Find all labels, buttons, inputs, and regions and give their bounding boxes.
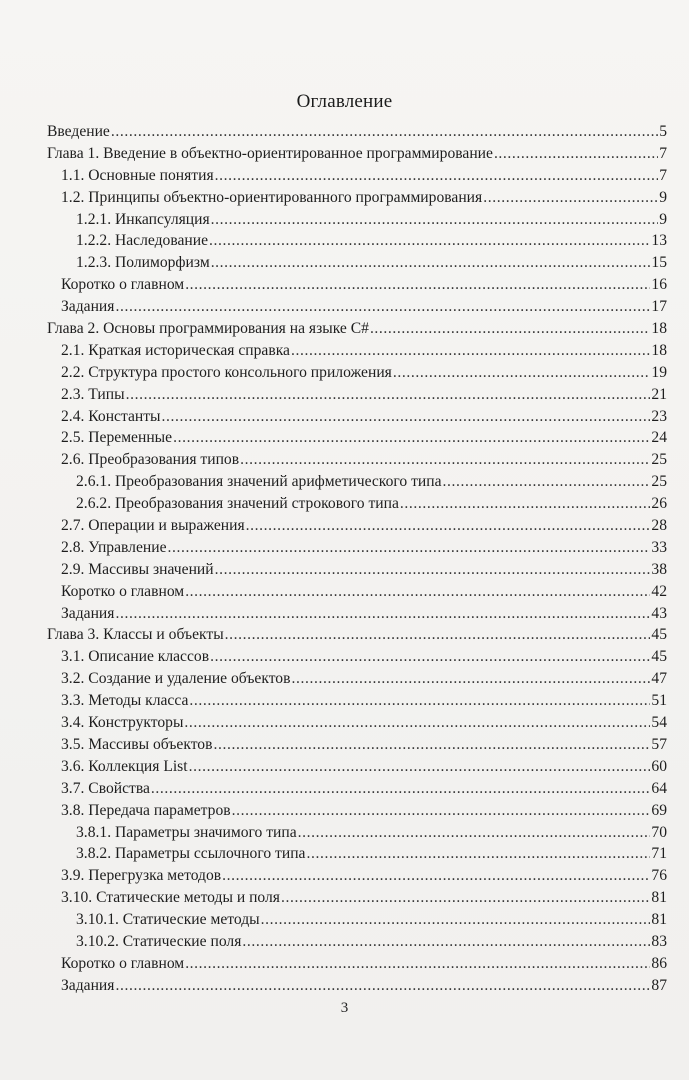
toc-entry: [47, 187, 667, 209]
toc-entry-page: 25: [651, 451, 667, 469]
toc-entry-page: 60: [651, 757, 667, 775]
toc-entry-page: 17: [651, 298, 667, 316]
toc-dot-leader: [232, 800, 651, 822]
toc-entry-label: 3.10. Статические методы и поля: [61, 889, 280, 907]
toc-entry: [47, 887, 667, 909]
toc-entry: [47, 143, 667, 165]
toc-entry: [47, 756, 667, 778]
toc-entry-page: 54: [651, 714, 667, 732]
toc-entry-page: 19: [651, 363, 667, 381]
toc-entry-page: 33: [651, 538, 667, 556]
toc-dot-leader: [291, 340, 650, 362]
toc-dot-leader: [115, 975, 650, 997]
toc-dot-leader: [281, 887, 650, 909]
toc-entry: [47, 274, 667, 296]
toc-entry: [47, 406, 667, 428]
toc-entry-label: Глава 1. Введение в объектно-ориентированное программирование: [47, 144, 493, 162]
toc-entry: [47, 909, 667, 931]
toc-entry: [47, 712, 667, 734]
toc-entry-page: 45: [651, 648, 667, 666]
toc-entry-label: 2.6.1. Преобразования значений арифметического типа: [76, 473, 442, 491]
toc-dot-leader: [189, 690, 650, 712]
toc-entry: [47, 778, 667, 800]
toc-entry-label: Задания: [61, 976, 115, 994]
toc-entry-page: 87: [651, 976, 667, 994]
toc-entry: [47, 427, 667, 449]
toc-dot-leader: [211, 209, 659, 231]
table-of-contents: [47, 121, 667, 997]
toc-entry-label: 2.6. Преобразования типов: [61, 451, 240, 469]
toc-entry: [47, 931, 667, 953]
page-number: 3: [340, 1000, 349, 1016]
toc-entry: [47, 209, 667, 231]
toc-entry: [47, 559, 667, 581]
toc-entry-page: 5: [659, 123, 667, 140]
toc-entry-label: Глава 3. Классы и объекты: [47, 626, 224, 644]
toc-entry-label: 2.7. Операции и выражения: [61, 517, 245, 535]
toc-dot-leader: [211, 252, 651, 274]
toc-entry-page: 7: [659, 166, 667, 184]
toc-entry: [47, 537, 667, 559]
toc-entry-label: 3.8. Передача параметров: [61, 801, 231, 819]
toc-entry-page: 71: [651, 845, 667, 863]
toc-entry-label: Коротко о главном: [61, 954, 185, 972]
toc-entry-label: 1.2.2. Наследование: [76, 232, 209, 250]
toc-entry-label: 2.8. Управление: [61, 538, 167, 556]
toc-entry: [47, 165, 667, 187]
toc-entry: [47, 603, 667, 625]
toc-entry-page: 15: [651, 254, 667, 272]
toc-dot-leader: [151, 778, 651, 800]
toc-dot-leader: [213, 734, 650, 756]
toc-entry-label: 2.1. Краткая историческая справка: [61, 341, 290, 359]
toc-entry-page: 76: [651, 867, 667, 885]
toc-entry: [47, 296, 667, 318]
toc-entry-label: 3.6. Коллекция List: [61, 757, 188, 775]
toc-dot-leader: [261, 909, 651, 931]
toc-entry-page: 9: [659, 188, 667, 206]
toc-dot-leader: [115, 296, 650, 318]
toc-entry-page: 38: [651, 560, 667, 578]
toc-dot-leader: [370, 318, 650, 340]
toc-entry: [47, 384, 667, 406]
toc-entry-page: 18: [651, 320, 667, 338]
toc-entry-page: 81: [651, 889, 667, 907]
toc-entry: [47, 734, 667, 756]
toc-dot-leader: [298, 822, 651, 844]
toc-entry-label: 3.2. Создание и удаление объектов: [61, 670, 291, 688]
toc-entry-page: 21: [651, 385, 667, 403]
toc-entry-page: 9: [659, 210, 667, 228]
toc-entry-label: 3.10.2. Статические поля: [76, 932, 242, 950]
toc-dot-leader: [240, 449, 650, 471]
toc-dot-leader: [168, 537, 651, 559]
toc-entry-page: 83: [651, 932, 667, 950]
toc-entry: [47, 493, 667, 515]
toc-entry-page: 16: [651, 276, 667, 294]
toc-entry: [47, 340, 667, 362]
toc-entry-label: 3.9. Перегрузка методов: [61, 867, 222, 885]
toc-entry-page: 24: [651, 429, 667, 447]
toc-entry-label: 2.5. Переменные: [61, 429, 173, 447]
toc-dot-leader: [126, 384, 651, 406]
toc-dot-leader: [111, 121, 658, 143]
toc-entry-label: 3.7. Свойства: [61, 779, 150, 797]
toc-entry: [47, 646, 667, 668]
toc-entry-page: 13: [651, 232, 667, 250]
toc-entry-page: 7: [659, 144, 667, 162]
toc-dot-leader: [215, 165, 659, 187]
toc-entry-page: 18: [651, 341, 667, 359]
toc-entry-label: 3.4. Конструкторы: [61, 714, 184, 732]
toc-dot-leader: [189, 756, 651, 778]
toc-entry-page: 42: [651, 582, 667, 600]
toc-dot-leader: [291, 668, 650, 690]
toc-entry-label: Коротко о главном: [61, 582, 185, 600]
toc-entry-label: 1.1. Основные понятия: [61, 166, 214, 184]
toc-dot-leader: [306, 843, 650, 865]
toc-dot-leader: [185, 953, 650, 975]
toc-dot-leader: [184, 712, 650, 734]
toc-entry: [47, 318, 667, 340]
toc-entry: [47, 471, 667, 493]
toc-entry: [47, 975, 667, 997]
toc-entry-label: 2.2. Структура простого консольного приложения: [61, 363, 392, 381]
toc-dot-leader: [393, 362, 651, 384]
toc-dot-leader: [443, 471, 651, 493]
toc-entry-label: Введение: [47, 123, 110, 140]
toc-dot-leader: [185, 274, 650, 296]
toc-entry-label: 1.2.3. Полиморфизм: [76, 254, 210, 272]
toc-entry: [47, 690, 667, 712]
toc-entry: [47, 865, 667, 887]
toc-entry: [47, 953, 667, 975]
toc-dot-leader: [215, 559, 651, 581]
toc-entry-page: 70: [651, 823, 667, 841]
toc-entry-label: 3.10.1. Статические методы: [76, 911, 260, 929]
toc-dot-leader: [115, 603, 650, 625]
toc-entry-label: 3.8.2. Параметры ссылочного типа: [76, 845, 306, 863]
toc-entry-label: 1.2.1. Инкапсуляция: [76, 210, 210, 228]
toc-entry-label: Глава 2. Основы программирования на языке C#: [47, 320, 369, 338]
toc-entry-page: 47: [651, 670, 667, 688]
toc-dot-leader: [162, 406, 651, 428]
toc-entry-label: Задания: [61, 604, 115, 622]
toc-entry: [47, 121, 667, 143]
page-title: Оглавление: [296, 91, 393, 112]
toc-entry-page: 25: [651, 473, 667, 491]
toc-entry-label: 2.4. Константы: [61, 407, 161, 425]
toc-entry-label: 3.3. Методы класса: [61, 692, 189, 710]
toc-entry: [47, 515, 667, 537]
toc-entry: [47, 362, 667, 384]
toc-entry-label: 3.5. Массивы объектов: [61, 735, 213, 753]
toc-entry-page: 26: [651, 495, 667, 513]
toc-entry-label: 3.8.1. Параметры значимого типа: [76, 823, 297, 841]
toc-entry: [47, 624, 667, 646]
toc-entry-label: 1.2. Принципы объектно-ориентированного программирования: [61, 188, 483, 206]
toc-entry-page: 28: [651, 517, 667, 535]
toc-dot-leader: [400, 493, 651, 515]
toc-entry-label: 2.3. Типы: [61, 385, 125, 403]
toc-entry: [47, 843, 667, 865]
toc-entry-page: 23: [651, 407, 667, 425]
toc-entry-label: Коротко о главном: [61, 276, 185, 294]
toc-entry: [47, 230, 667, 252]
toc-dot-leader: [483, 187, 658, 209]
toc-entry: [47, 668, 667, 690]
toc-entry: [47, 800, 667, 822]
toc-dot-leader: [210, 646, 650, 668]
toc-dot-leader: [185, 581, 650, 603]
toc-entry: [47, 449, 667, 471]
toc-entry: [47, 581, 667, 603]
toc-dot-leader: [242, 931, 650, 953]
toc-entry: [47, 252, 667, 274]
toc-dot-leader: [209, 230, 650, 252]
toc-dot-leader: [246, 515, 651, 537]
toc-dot-leader: [173, 427, 650, 449]
toc-entry-page: 69: [651, 801, 667, 819]
toc-entry-label: 2.6.2. Преобразования значений строкового типа: [76, 495, 399, 513]
toc-entry-page: 45: [651, 626, 667, 644]
toc-entry-page: 43: [651, 604, 667, 622]
toc-dot-leader: [225, 624, 651, 646]
toc-entry-page: 64: [651, 779, 667, 797]
toc-entry-label: Задания: [61, 298, 115, 316]
toc-entry-page: 81: [651, 911, 667, 929]
toc-entry-page: 51: [651, 692, 667, 710]
toc-entry-label: 3.1. Описание классов: [61, 648, 210, 666]
toc-entry-label: 2.9. Массивы значений: [61, 560, 214, 578]
toc-entry-page: 86: [651, 954, 667, 972]
toc-entry: [47, 822, 667, 844]
toc-entry-page: 57: [651, 735, 667, 753]
toc-dot-leader: [494, 143, 658, 165]
toc-dot-leader: [222, 865, 650, 887]
